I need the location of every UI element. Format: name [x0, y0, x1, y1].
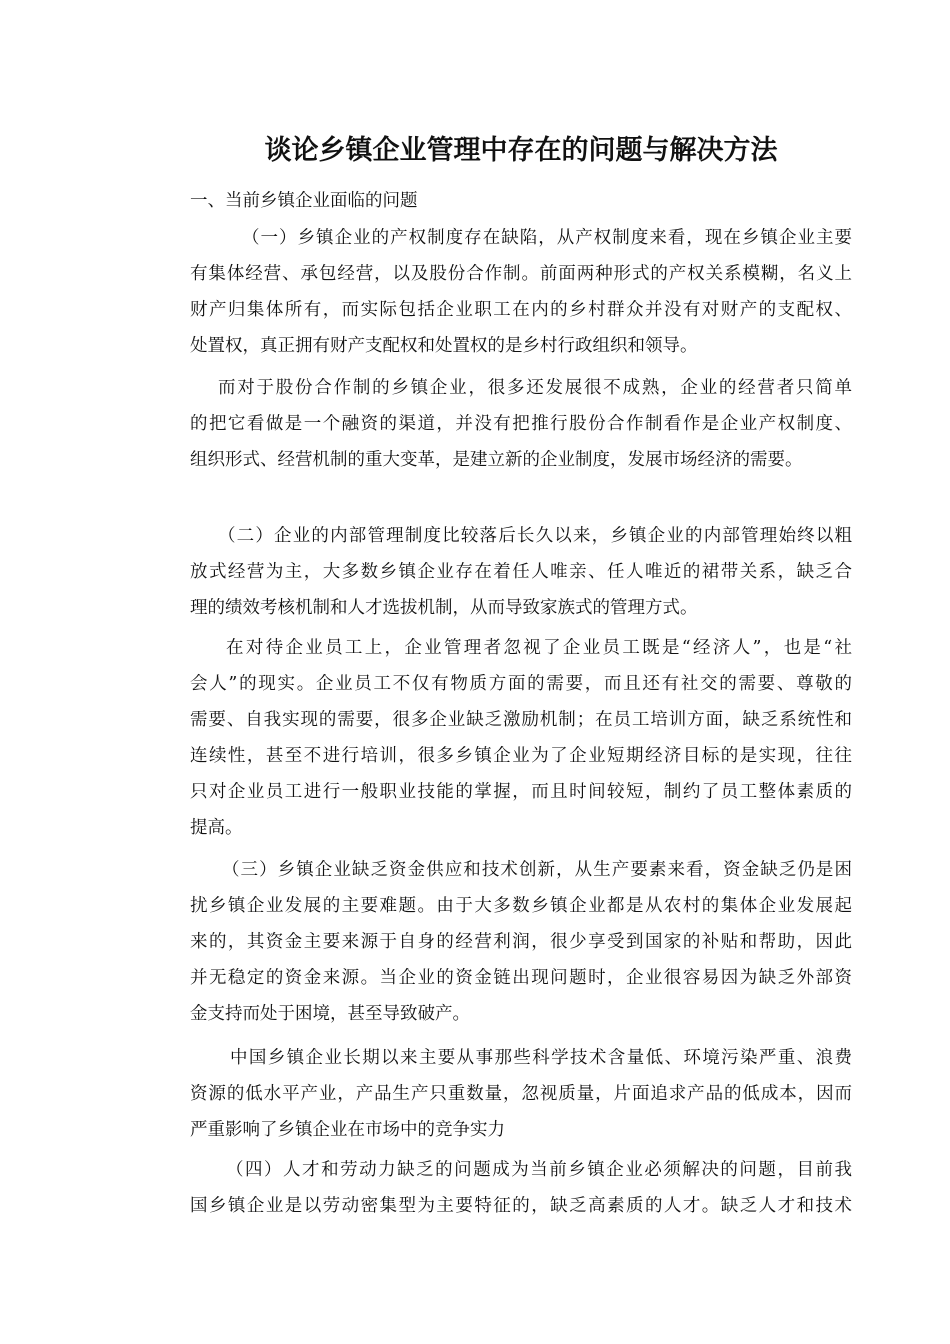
section-heading: 一、当前乡镇企业面临的问题: [190, 191, 418, 211]
paragraph-line: 财产归集体所有，而实际包括企业职工在内的乡村群众并没有对财产的支配权、: [190, 300, 852, 320]
paragraph-line: 组织形式、经营机制的重大变革，是建立新的企业制度，发展市场经济的需要。: [190, 450, 803, 470]
document-title: 谈论乡镇企业管理中存在的问题与解决方法: [264, 135, 778, 166]
paragraph-line: 会人”的现实。企业员工不仅有物质方面的需要，而且还有社交的需要、尊敬的: [190, 674, 852, 694]
paragraph-line: 需要、自我实现的需要，很多企业缺乏激励机制；在员工培训方面，缺乏系统性和: [190, 710, 852, 730]
paragraph-line: （一）乡镇企业的产权制度存在缺陷，从产权制度来看，现在乡镇企业主要: [242, 228, 852, 248]
paragraph-line: 严重影响了乡镇企业在市场中的竞争实力: [190, 1120, 505, 1140]
paragraph-line: （四）人才和劳动力缺乏的问题成为当前乡镇企业必须解决的问题，目前我: [226, 1160, 852, 1180]
paragraph-line: 并无稳定的资金来源。当企业的资金链出现问题时，企业很容易因为缺乏外部资: [190, 968, 852, 988]
paragraph-line: 在对待企业员工上，企业管理者忽视了企业员工既是“经济人”，也是“社: [226, 638, 852, 658]
paragraph-7: [190, 1152, 852, 1224]
paragraph-line: 连续性，甚至不进行培训，很多乡镇企业为了企业短期经济目标的是实现，往往: [190, 746, 852, 766]
paragraph-line: 来的，其资金主要来源于自身的经营利润，很少享受到国家的补贴和帮助，因此: [190, 932, 852, 952]
paragraph-line: （三）乡镇企业缺乏资金供应和技术创新，从生产要素来看，资金缺乏仍是困: [222, 860, 852, 880]
paragraph-line: 的把它看做是一个融资的渠道，并没有把推行股份合作制看作是企业产权制度、: [190, 414, 852, 434]
paragraph-line: 金支持而处于困境，甚至导致破产。: [190, 1004, 470, 1024]
paragraph-line: 扰乡镇企业发展的主要难题。由于大多数乡镇企业都是从农村的集体企业发展起: [190, 896, 852, 916]
paragraph-line: 放式经营为主，大多数乡镇企业存在着任人唯亲、任人唯近的裙带关系，缺乏合: [190, 562, 852, 582]
paragraph-line: 处置权，真正拥有财产支配权和处置权的是乡村行政组织和领导。: [190, 336, 698, 356]
paragraph-4: [190, 630, 852, 846]
paragraph-line: 而对于股份合作制的乡镇企业，很多还发展很不成熟，企业的经营者只简单: [218, 378, 852, 398]
paragraph-line: 国乡镇企业是以劳动密集型为主要特征的，缺乏高素质的人才。缺乏人才和技术: [190, 1196, 852, 1216]
paragraph-line: 资源的低水平产业，产品生产只重数量，忽视质量，片面追求产品的低成本，因而: [190, 1084, 852, 1104]
paragraph-line: 有集体经营、承包经营，以及股份合作制。前面两种形式的产权关系模糊，名义上: [190, 264, 852, 284]
paragraph-line: 中国乡镇企业长期以来主要从事那些科学技术含量低、环境污染严重、浪费: [230, 1048, 852, 1068]
paragraph-1: [190, 220, 852, 364]
paragraph-5: [190, 852, 852, 1032]
paragraph-2: [190, 370, 852, 478]
paragraph-line: 只对企业员工进行一般职业技能的掌握，而且时间较短，制约了员工整体素质的: [190, 782, 852, 802]
paragraph-line: 提高。: [190, 818, 243, 838]
paragraph-line: （二）企业的内部管理制度比较落后长久以来，乡镇企业的内部管理始终以粗: [218, 526, 852, 546]
paragraph-6: [190, 1040, 852, 1148]
paragraph-line: 理的绩效考核机制和人才选拔机制，从而导致家族式的管理方式。: [190, 598, 698, 618]
paragraph-3: [190, 518, 852, 626]
